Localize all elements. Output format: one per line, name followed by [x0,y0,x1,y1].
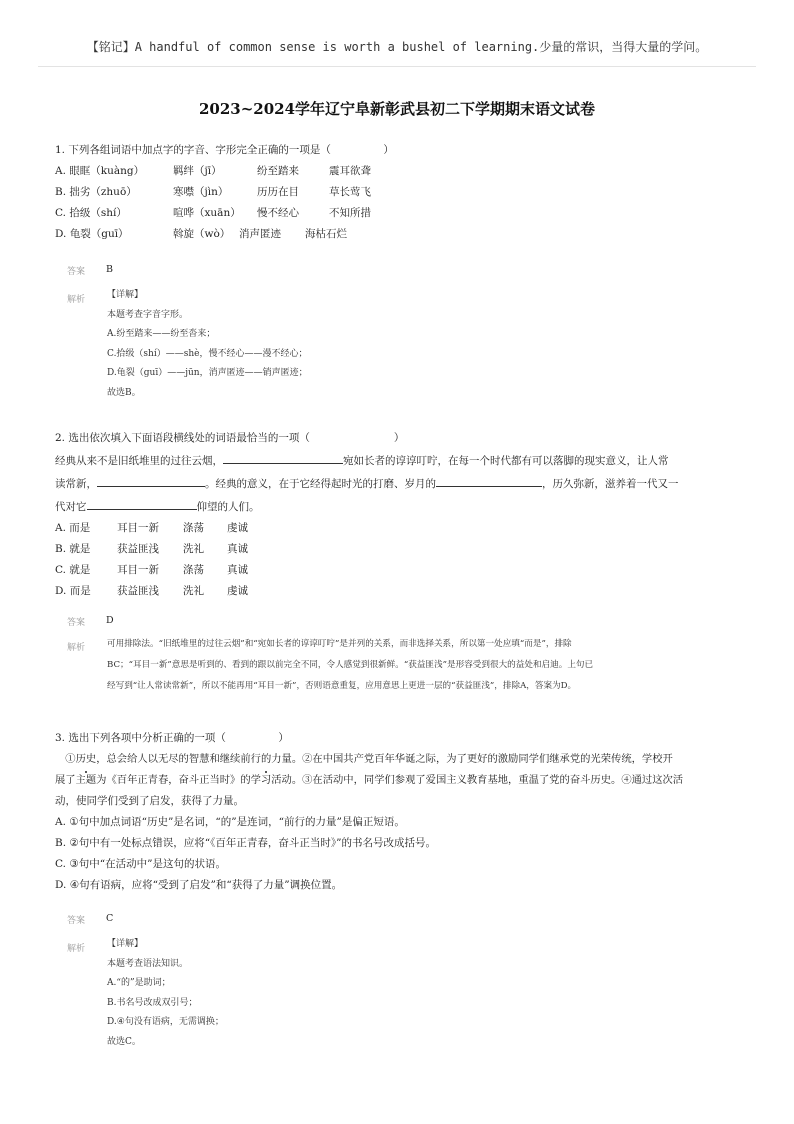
q1-answer: 答案 B [67,264,113,277]
q1-explain-label: 解析 [67,295,86,305]
blank-1 [223,449,343,464]
question-3 [55,728,745,896]
q2-stem: 2. 选出依次填入下面语段横线处的词语最恰当的一项（ ） [55,432,405,444]
q2-option-d: D. 而是 获益匪浅 洗礼 虔诚 [55,585,248,597]
q3-answer-value: C [106,913,114,924]
question-2 [55,428,745,602]
q2-option-b: B. 就是 获益匪浅 洗礼 真诚 [55,543,248,555]
q2-answer: 答案 D [67,615,114,628]
blank-2 [97,472,205,487]
q3-explain-label: 解析 [67,944,86,954]
q3-stem: 3. 选出下列各项中分析正确的一项（ ） [55,732,289,744]
dotted-word-history: 历史 [76,749,97,770]
q1-option-b: B. 拙劣（zhuō） 寒噤（jìn） 历历在目 草长莺飞 [55,186,371,198]
q2-passage-line-3: 代对它 仰望的人们。 [55,495,745,518]
q1-stem: 1. 下列各组词语中加点字的字音、字形完全正确的一项是（ ） [55,144,394,156]
q2-explanation: 可用排除法。“旧纸堆里的过往云烟”和“宛如长者的谆谆叮咛”是并列的关系，而非选择关系，所以第一处应填“而是”，排除 BC；“耳目一新”意思是听到的、看到的跟以前完全不同，令人感觉到很新鲜。“获益匪浅”是形容受到很大的益处和启迪。上句已 经写到“让人常读常新”，所以不能再用“耳目一新”，否则语意重复，应用意思上更进一层的“获益匪浅”，排除A，答案为D。 [107,639,594,691]
blank-4 [87,495,197,510]
q2-passage-line-1: 经典从来不是旧纸堆里的过往云烟， 宛如长者的谆谆叮咛，在每一个时代都有可以落脚的现实意义，让人常 [55,449,745,472]
question-1 [55,140,745,245]
q3-option-c: C. ③句中“在活动中”是这句的状语。 [55,858,226,870]
q1-option-d: D. 龟裂（guī） 斡旋（wò） 消声匿迹 海枯石烂 [55,228,347,240]
q2-explain-label: 解析 [67,643,86,653]
header-divider [38,66,756,67]
q1-option-a: A. 眼眶（kuàng） 羁绊（jī） 纷至踏来 震耳欲聋 [55,165,371,177]
q3-explanation: 【详解】 本题考查语法知识。 A.“的”是助词； B.书名号改成双引号； D.④句没有语病，无需调换； 故选C。 [107,939,224,1047]
q2-answer-value: D [106,615,114,626]
q1-option-c: C. 拾级（shí） 喧哗（xuān） 慢不经心 不知所措 [55,207,371,219]
q1-explanation: 【详解】 本题考查字音字形。 A.纷至踏来——纷至沓来； C.拾级（shí）——shè，慢不经心——漫不经心； D.龟裂（guī）——jūn，消声匿迹——销声匿迹； 故选B。 [107,290,308,398]
q3-answer: 答案 C [67,913,114,926]
exam-title: 2023~2024学年辽宁阜新彰武县初二下学期期末语文试卷 [198,100,596,118]
q3-option-d: D. ④句有语病，应将“受到了启发”和“获得了力量”调换位置。 [55,879,343,891]
dotted-word-de: 的 [261,749,271,770]
q3-passage-line-3: 动，使同学们受到了启发，获得了力量。 [55,795,244,807]
q2-passage-line-2: 读常新， 。经典的意义，在于它经得起时光的打磨、岁月的 ，历久弥新，滋养着一代又一 [55,472,745,495]
q1-answer-value: B [106,264,113,275]
q3-passage-line-1: ①历史，总会给人以无尽的智慧和继续前行的力量。②在中国共产党百年华诞之际，为了更好的激励同学们继承党的光荣传统，学校开 [55,749,745,770]
header-motto: 【铭记】A handful of common sense is worth a bushel of learning.少量的常识，当得大量的学问。 [86,40,708,54]
blank-3 [436,472,542,487]
q2-option-c: C. 就是 耳目一新 涤荡 真诚 [55,564,248,576]
q2-option-a: A. 而是 耳目一新 涤荡 虔诚 [55,522,248,534]
q3-option-a: A. ①句中加点词语“历史”是名词，“的”是连词，“前行的力量”是偏正短语。 [55,816,405,828]
q3-option-b: B. ②句中有一处标点错误，应将“《百年正青春，奋斗正当时》”的书名号改成括号。 [55,837,437,849]
q3-passage-line-2: 展了主题为《百年正青春，奋斗正当时》的学习活动。③在活动中，同学们参观了爱国主义教育基地，重温了党的奋斗历史。④通过这次活 [55,774,684,786]
